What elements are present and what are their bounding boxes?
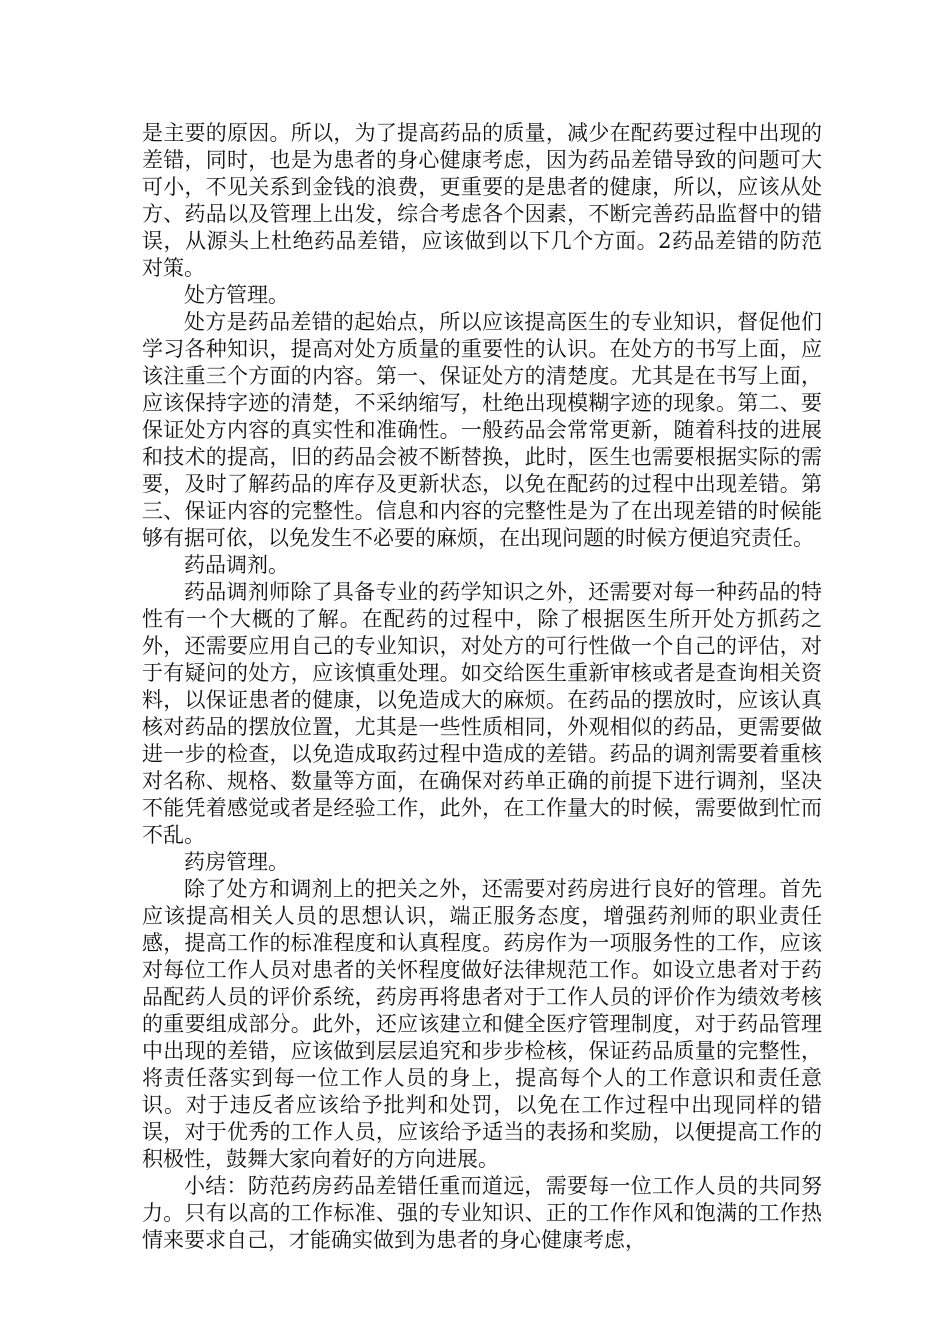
paragraph-drug-dispensing: 药品调剂师除了具备专业的药学知识之外，还需要对每一种药品的特性有一个大概的了解。在配药的过程中，除了根据医生所开处方抓药之外，还需要应用自己的专业知识，对处方的可行性做一个自己的评估，对于有疑问的处方，应该慎重处理。如交给医生重新审核或者是查询相关资料，以保证患者的健康，以免造成大的麻烦。在药品的摆放时，应该认真核对药品的摆放位置，尤其是一些性质相同，外观相似的药品，更需要做进一步的检查，以免造成取药过程中造成的差错。药品的调剂需要着重核对名称、规格、数量等方面，在确保对药单正确的前提下进行调剂，坚决不能凭着感觉或者是经验工作，此外，在工作量大的时候，需要做到忙而不乱。 [142, 580, 822, 847]
document-body [142, 120, 822, 1254]
paragraph-intro: 是主要的原因。所以，为了提高药品的质量，减少在配药要过程中出现的差错，同时，也是为患者的身心健康考虑，因为药品差错导致的问题可大可小，不见关系到金钱的浪费，更重要的是患者的健康，所以，应该从处方、药品以及管理上出发，综合考虑各个因素，不断完善药品监督中的错误，从源头上杜绝药品差错，应该做到以下几个方面。2药品差错的防范对策。 [142, 121, 822, 280]
heading-pharmacy-management: 药房管理。 [184, 850, 289, 874]
heading-drug-dispensing: 药品调剂。 [184, 553, 289, 577]
paragraph-pharmacy-management: 除了处方和调剂上的把关之外，还需要对药房进行良好的管理。首先应该提高相关人员的思想认识，端正服务态度，增强药剂师的职业责任感，提高工作的标准程度和认真程度。药房作为一项服务性的工作，应该对每位工作人员对患者的关怀程度做好法律规范工作。如设立患者对于药品配药人员的评价系统，药房再将患者对于工作人员的评价作为绩效考核的重要组成部分。此外，还应该建立和健全医疗管理制度，对于药品管理中出现的差错，应该做到层层追究和步步检核，保证药品质量的完整性，将责任落实到每一位工作人员的身上，提高每个人的工作意识和责任意识。对于违反者应该给予批判和处罚，以免在工作过程中出现同样的错误，对于优秀的工作人员，应该给予适当的表扬和奖励，以便提高工作的积极性，鼓舞大家向着好的方向进展。 [142, 877, 822, 1171]
paragraph-prescription-management: 处方是药品差错的起始点，所以应该提高医生的专业知识，督促他们学习各种知识，提高对处方质量的重要性的认识。在处方的书写上面，应该注重三个方面的内容。第一、保证处方的清楚度。尤其是在书写上面，应该保持字迹的清楚，不采纳缩写，杜绝出现模糊字迹的现象。第二、要保证处方内容的真实性和准确性。一般药品会常常更新，随着科技的进展和技术的提高，旧的药品会被不断替换，此时，医生也需要根据实际的需要，及时了解药品的库存及更新状态，以免在配药的过程中出现差错。第三、保证内容的完整性。信息和内容的完整性是为了在出现差错的时候能够有据可依，以免发生不必要的麻烦，在出现问题的时候方便追究责任。 [142, 310, 822, 550]
heading-prescription-management: 处方管理。 [184, 283, 289, 307]
paragraph-summary: 小结：防范药房药品差错任重而道远，需要每一位工作人员的共同努力。只有以高的工作标准、强的专业知识、正的工作作风和饱满的工作热情来要求自己，才能确实做到为患者的身心健康考虑， [142, 1174, 822, 1252]
